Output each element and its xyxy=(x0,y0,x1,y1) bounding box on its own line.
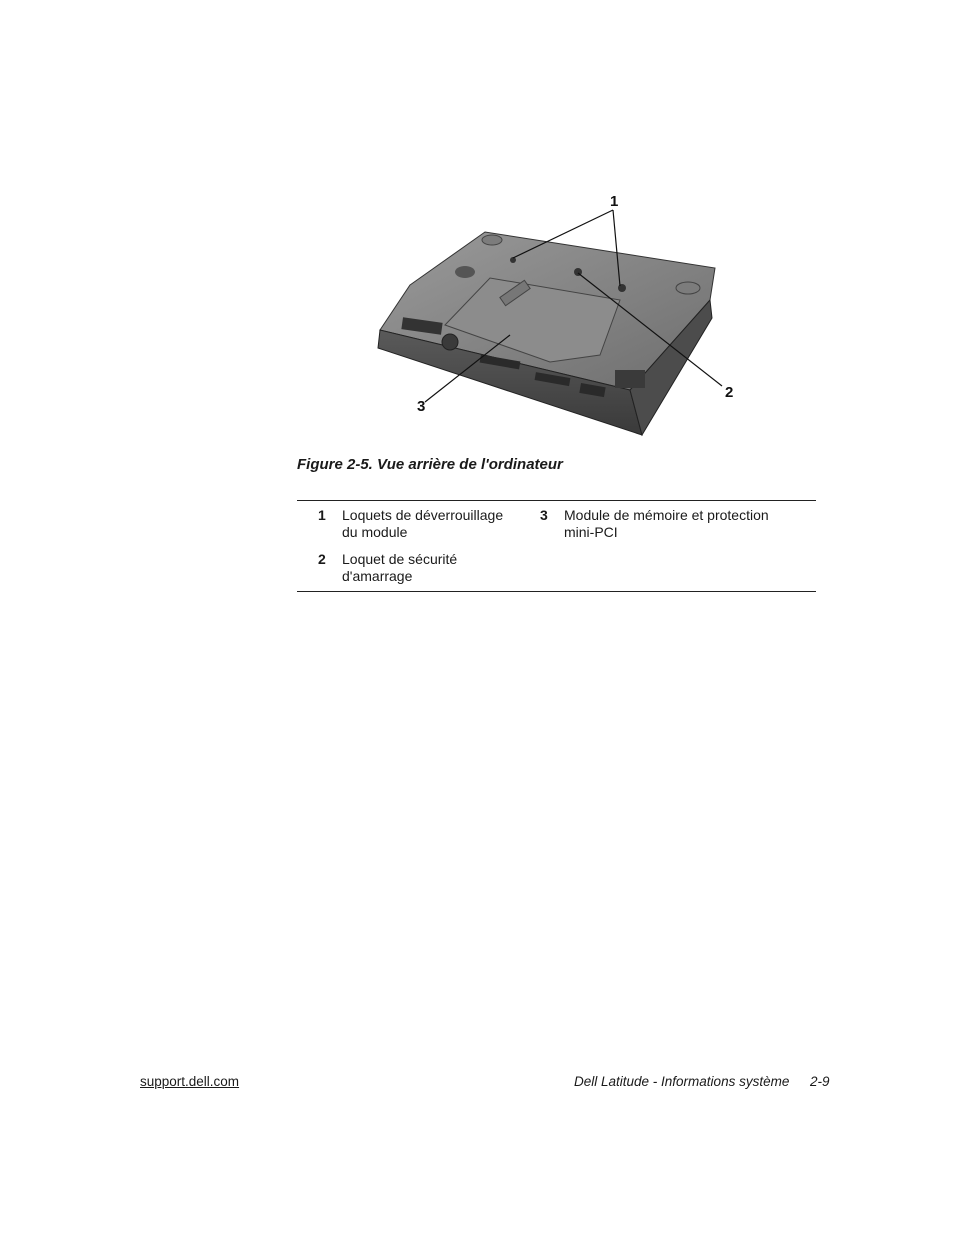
legend-text: Loquet de sécurité d'amarrage xyxy=(342,551,458,584)
legend-row xyxy=(297,507,816,541)
callout-2: 2 xyxy=(725,384,734,401)
legend-number xyxy=(520,551,564,585)
laptop-drawing xyxy=(370,190,750,440)
legend-row xyxy=(297,551,816,585)
page-number: 2-9 xyxy=(810,1074,830,1089)
legend-number: 1 xyxy=(318,507,326,523)
legend-table xyxy=(297,500,816,592)
laptop-bottom-view-illustration xyxy=(370,190,750,440)
figure-caption: Figure 2-5. Vue arrière de l'ordinateur xyxy=(297,456,563,473)
callout-3: 3 xyxy=(417,398,426,415)
footer-title: Dell Latitude - Informations système xyxy=(574,1074,790,1089)
legend-number: 2 xyxy=(318,551,326,567)
support-link[interactable]: support.dell.com xyxy=(140,1074,240,1089)
callout-1: 1 xyxy=(610,193,619,210)
legend-text: Module de mémoire et protection mini-PCI xyxy=(564,507,769,540)
legend-text xyxy=(564,551,794,585)
legend-text: Loquets de déverrouillage du module xyxy=(342,507,504,540)
legend-number: 3 xyxy=(540,507,548,523)
